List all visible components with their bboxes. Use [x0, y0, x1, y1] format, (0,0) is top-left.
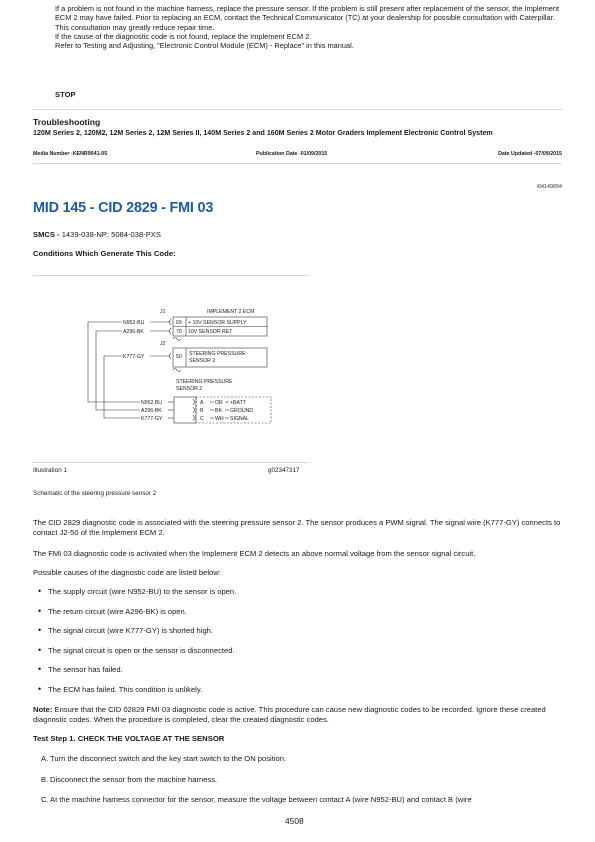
body-paragraph-3: Possible causes of the diagnostic code are listed below: — [33, 568, 221, 577]
step-text: At the machine harness connector for the sensor, measure the voltage between contact A (wire N952-BU) and contact B (wire — [50, 795, 472, 804]
wire-label-n952: N952-BU — [123, 320, 145, 326]
j2-label: J2 — [160, 341, 166, 347]
list-item: • The sensor has failed. — [33, 665, 553, 685]
causes-list — [33, 587, 553, 704]
page-number: 4508 — [285, 816, 304, 826]
step-text: Disconnect the sensor from the machine harness. — [50, 774, 218, 784]
batt-label: +BATT — [230, 400, 246, 406]
pin-a: A — [200, 400, 204, 406]
intro-paragraph-2: If the cause of the diagnostic code is not found, replace the Implement ECM 2. — [55, 31, 312, 41]
page-title: MID 145 - CID 2829 - FMI 03 — [33, 200, 214, 216]
document-id: i04149894 — [536, 184, 562, 190]
list-item: • The signal circuit is open or the sensor is disconnected. — [33, 646, 553, 666]
smcs-label: SMCS - — [33, 230, 60, 239]
color-wh: WH — [215, 416, 224, 422]
signal-label: SIGNAL — [230, 416, 250, 422]
intro-paragraph-3: Refer to Testing and Adjusting, "Electronic Control Module (ECM) - Replace" in this manual. — [55, 41, 354, 51]
illustration-label: Illustration 1 — [33, 467, 67, 474]
intro-paragraph-1: If a problem is not found in the machine harness, replace the pressure sensor. If the problem is still present after replacement of the sensor, the Implement ECM 2 may have failed. Prior to replacing an ECM, contact the Technical Communicator (TC) at your dealership for possible consultation with Caterpillar. This consultation may greatly reduce repair time. — [55, 4, 560, 32]
note-text: Ensure that the CID 02829 FMI 03 diagnostic code is active. This procedure can cause new diagnostic codes to be recorded. Ignore these created diagnostic codes. When the procedure is completed, clear the created diagnostic codes. — [33, 705, 546, 724]
section-subtitle: 120M Series 2, 120M2, 12M Series 2, 12M Series II, 140M Series 2 and 160M Series 2 Motor Graders Implement Electronic Control System — [33, 129, 493, 137]
ground-label: GROUND — [230, 408, 254, 414]
note-paragraph — [33, 705, 563, 724]
illustration-caption: Schematic of the steering pressure sensor 2 — [33, 490, 157, 497]
list-item — [33, 775, 563, 796]
sps-label-line-2: SENSOR 2 — [189, 358, 216, 364]
test-step-title: Test Step 1. CHECK THE VOLTAGE AT THE SENSOR — [33, 734, 225, 743]
step-letter: C. — [41, 795, 49, 804]
j1-label: J1 — [160, 309, 166, 315]
list-item: • The signal circuit (wire K777-GY) is shorted high. — [33, 626, 553, 646]
sensor-wire-n952: N952 BU — [141, 400, 163, 406]
pin-b: B — [200, 408, 204, 414]
publication-date: Publication Date -01/09/2015 — [256, 151, 328, 157]
sensor-wire-k777: K777-GY — [141, 416, 163, 422]
illustration-id: g02347317 — [268, 467, 300, 474]
wire-label-k777: K777-GY — [123, 354, 145, 360]
note-label: Note: — [33, 705, 53, 714]
sensor-title-line-1: STEERING PRESSURE — [176, 379, 233, 385]
stop-label: STOP — [55, 90, 76, 99]
conditions-heading: Conditions Which Generate This Code: — [33, 249, 176, 258]
sps-label-line-1: STEERING PRESSURE — [189, 351, 246, 357]
list-item: • The ECM has failed. This condition is unlikely. — [33, 685, 553, 705]
sensor-wire-a296: A296-BK — [141, 408, 162, 414]
list-item: • The supply circuit (wire N952-BU) to the sensor is open. — [33, 587, 553, 607]
smcs-codes: 1439-038-NP; 5084-038-PXS — [61, 230, 161, 239]
color-bk: BK — [215, 408, 222, 414]
sensor-title-line-2: SENSOR 2 — [176, 386, 203, 392]
section-title: Troubleshooting — [33, 117, 101, 127]
color-or: OR — [215, 400, 223, 406]
media-number: Media Number -KENR9041-05 — [33, 151, 108, 157]
pin-c: C — [200, 416, 204, 422]
list-item — [33, 754, 563, 775]
body-paragraph-2: The FMI 03 diagnostic code is activated when the Implement ECM 2 detects an above normal voltage from the sensor signal circuit. — [33, 549, 476, 558]
list-item: • The return circuit (wire A296-BK) is open. — [33, 607, 553, 627]
date-updated: Date Updated -07/09/2015 — [498, 151, 562, 157]
step-text: Turn the disconnect switch and the key start switch to the ON position. — [50, 754, 287, 763]
pin-69: 69 — [176, 320, 182, 326]
step-letter: A. — [41, 754, 49, 763]
pin-70: 70 — [176, 329, 182, 335]
test-step-list — [33, 754, 563, 816]
pin-50: 50 — [176, 354, 182, 360]
wire-label-a296: A296-BK — [123, 329, 144, 335]
list-item — [33, 795, 563, 816]
sensor-plug-box — [174, 397, 196, 423]
sensor-return-label: 10V SENSOR RET — [188, 329, 233, 335]
sensor-supply-label: + 10V SENSOR SUPPLY — [188, 320, 247, 326]
ecm-title: IMPLEMENT 2 ECM — [207, 309, 255, 315]
step-letter: B. — [41, 774, 49, 784]
body-paragraph-1: The CID 2829 diagnostic code is associated with the steering pressure sensor 2. The sensor produces a PWM signal. The signal wire (K777-GY) connects to contact J2-50 of the Implement ECM 2. — [33, 518, 561, 537]
